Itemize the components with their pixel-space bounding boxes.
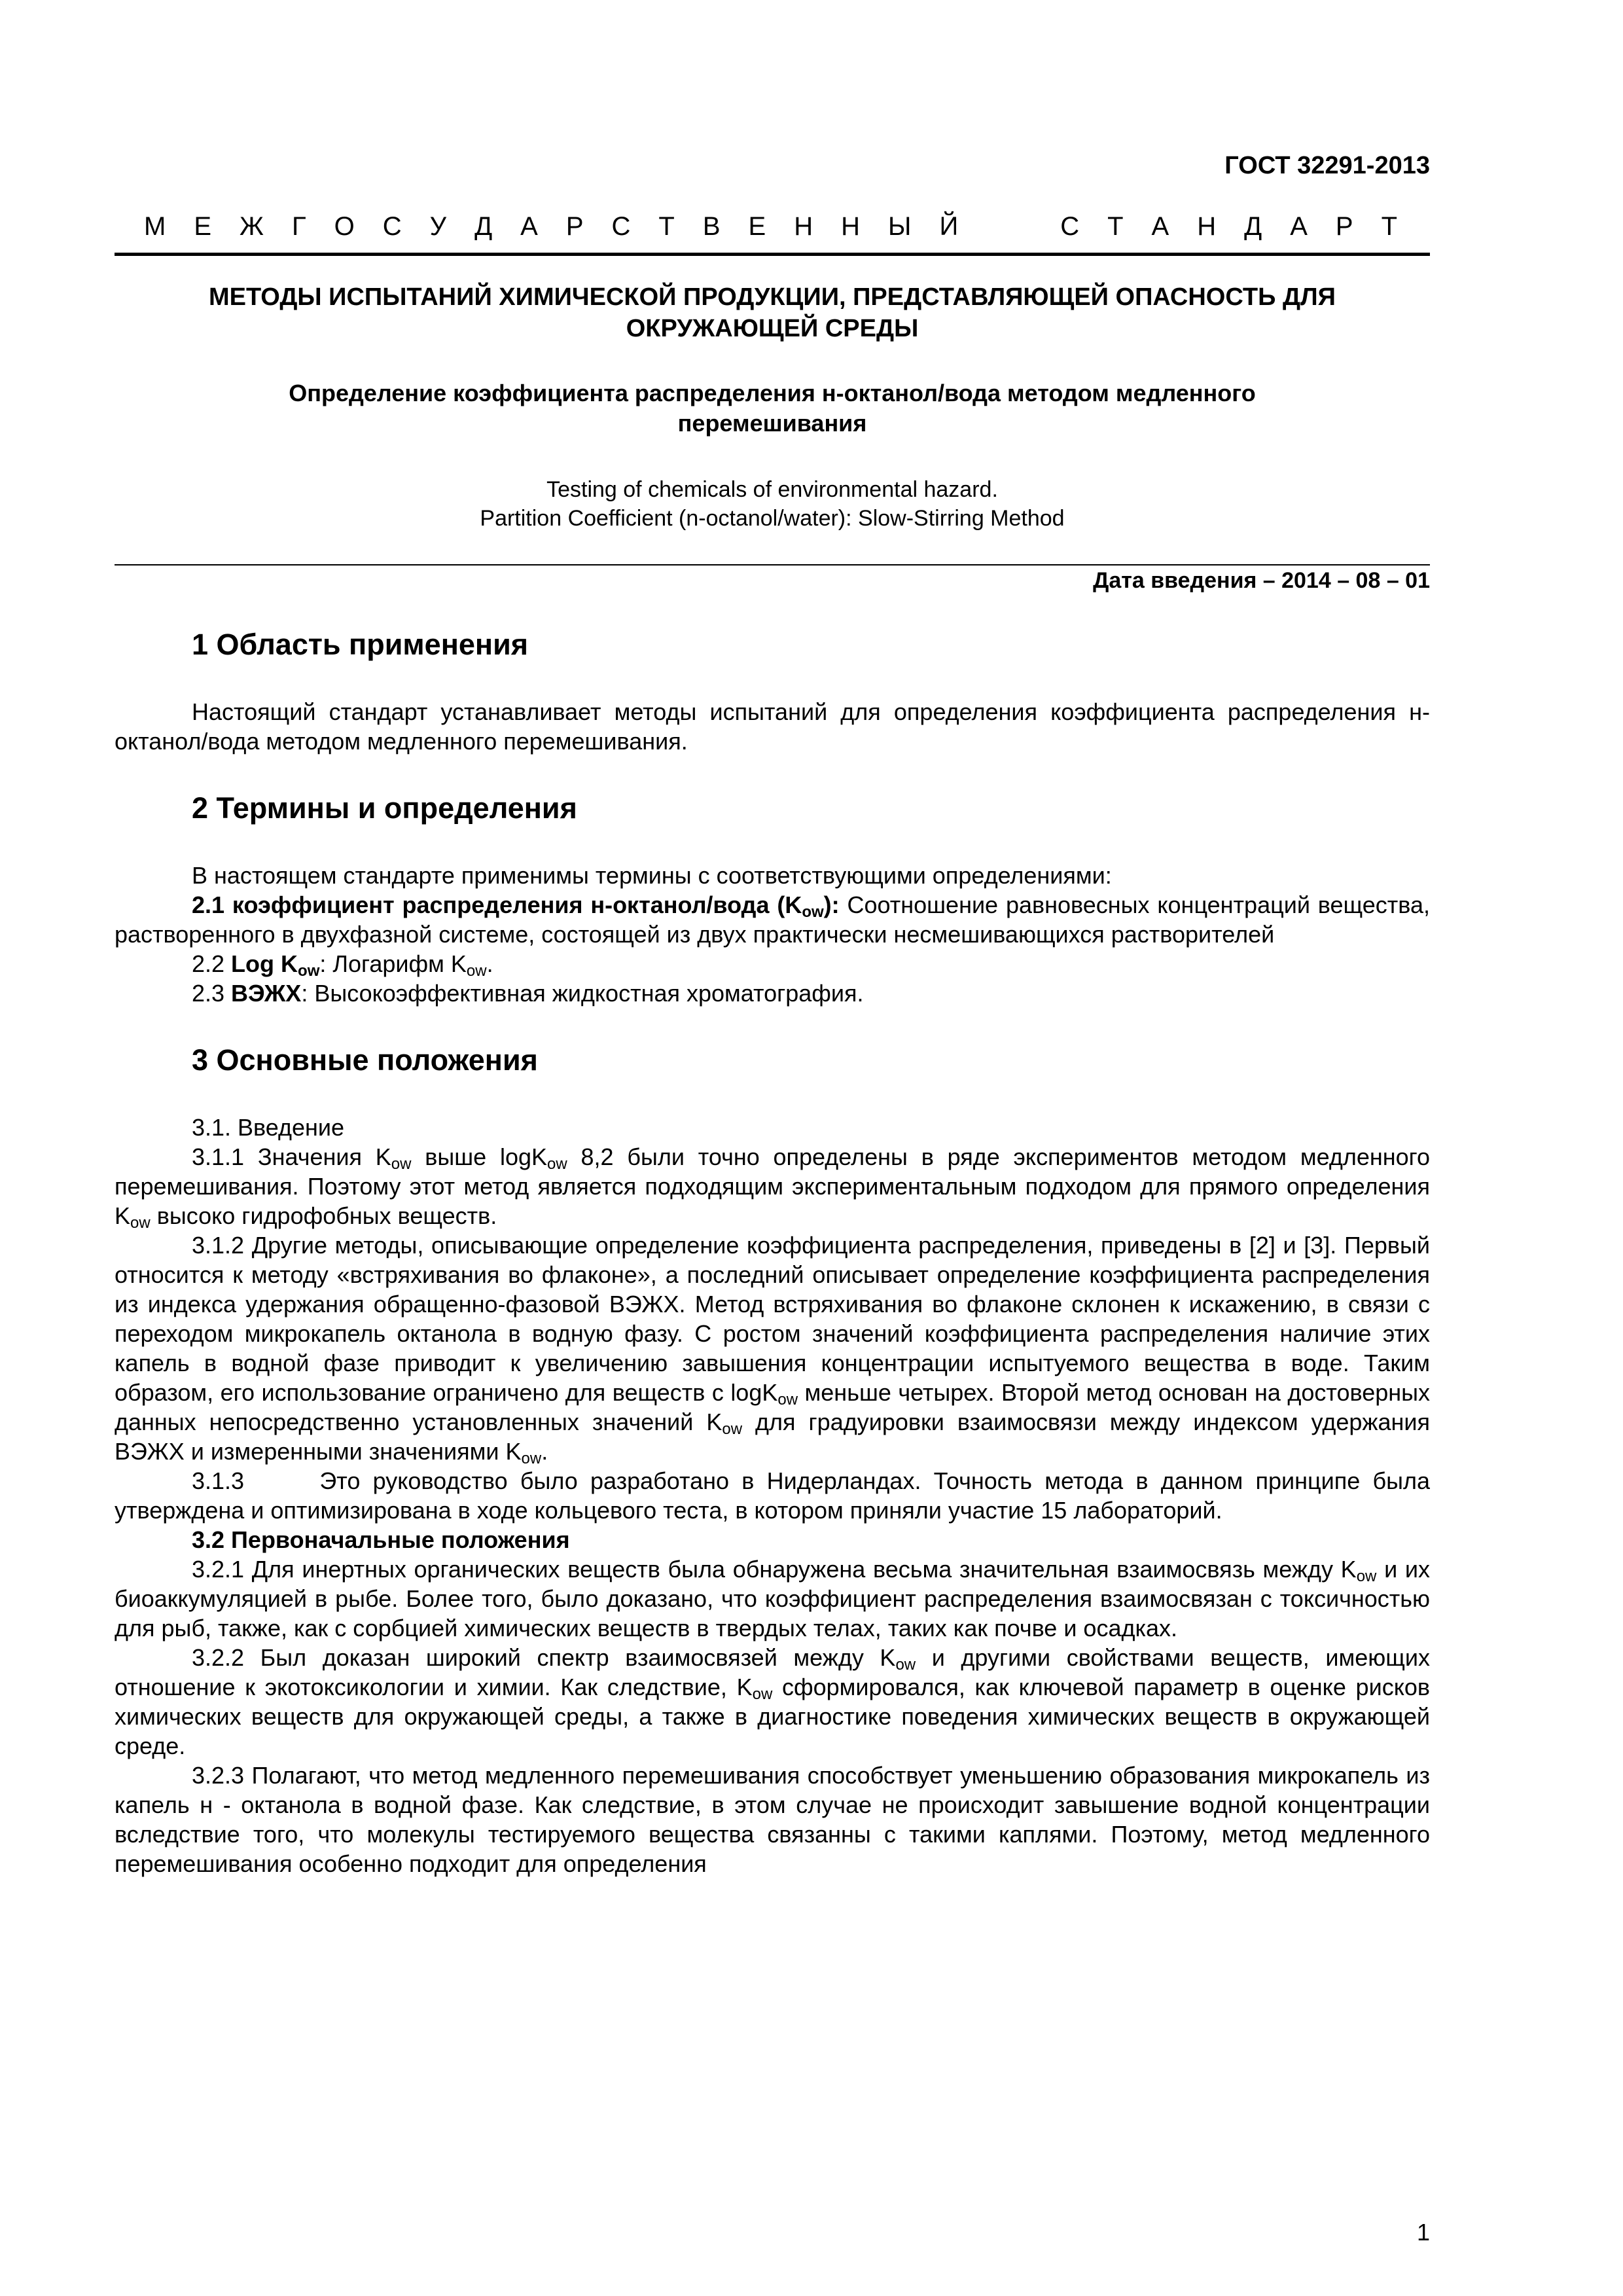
paragraph-3-2-2: 3.2.2 Был доказан широкий спектр взаимосвязей между $K_{ow}$ и другими свойствами веществ, имеющих отношение к экотоксикологии и химии. Как следствие, $K_{ow}$ сформировался, как ключевой параметр в оценке рисков химических веществ для окружающей среды, а также в диагностике поведения химических веществ в окружающей среде. bbox=[115, 1644, 1430, 1759]
title-line-2: ОКРУЖАЮЩЕЙ СРЕДЫ bbox=[626, 315, 919, 342]
subtitle-line-1: Определение коэффициента распределения н-октанол/вода методом медленного bbox=[289, 380, 1256, 406]
banner-letter-2-0: С bbox=[1060, 212, 1080, 241]
section-2-heading: 2 Термины и определения bbox=[192, 791, 577, 825]
banner-letter-1-17: Й bbox=[939, 212, 959, 241]
paragraph-3-1-2: 3.1.2 Другие методы, описывающие определение коэффициента распределения, приведены в [2] и [3]. Первый относится к методу «встряхивания во флаконе», а последний описывает определение коэффициента распределения из индекса удержания обращенно-фазовой ВЭЖХ. Метод встряхивания во флаконе склонен к искажению, в связи с переходом микрокапель октанола в водную фазу. С ростом значений коэффициента распределения наличие этих капель в водной фазе приводит к увеличению завышения концентрации испытуемого вещества в воде. Таким образом, его использование ограничено для веществ с logK$_{ow}$ меньше четырех. Второй метод основан на достоверных данных непосредственно установленных значений $K_{ow}$ для градуировки взаимосвязи между индексом удержания ВЭЖХ и измеренными значениями $K_{ow}$. bbox=[115, 1232, 1430, 1467]
document-title bbox=[115, 281, 1430, 344]
english-title bbox=[115, 475, 1430, 533]
subtitle-line-2: перемешивания bbox=[677, 410, 867, 437]
paragraph-3-1-1: 3.1.1 Значения $K_{ow}$ выше logK$_{ow}$ 8,2 были точно определены в ряде экспериментов методом медленного перемешивания. Поэтому этот метод является подходящим экспериментальным подходом для прямого определения $K_{ow}$ высоко гидрофобных веществ. bbox=[115, 1143, 1431, 1232]
banner-letter-1-6: У bbox=[429, 212, 447, 241]
banner-letter-2-2: А bbox=[1151, 212, 1169, 241]
banner-letter-2-3: Н bbox=[1197, 212, 1217, 241]
banner-letter-2-5: А bbox=[1290, 212, 1308, 241]
header-divider bbox=[115, 564, 1430, 565]
banner-letter-1-2: Ж bbox=[240, 212, 264, 241]
section-1-text: Настоящий стандарт устанавливает методы испытаний для определения коэффициента распределения н-октанол/вода методом медленного перемешивания. bbox=[115, 698, 1430, 755]
banner-letter-1-8: А bbox=[520, 212, 538, 241]
paragraph-3-2-3: 3.2.3 Полагают, что метод медленного перемешивания способствует уменьшению образования микрокапель из капель н - октанола в водной фазе. Как следствие, в этом случае не происходит завышение водной концентрации вследствие того, что молекулы тестируемого вещества связанны с такими каплями. Поэтому, метод медленного перемешивания особенно подходит для определения bbox=[115, 1762, 1430, 1877]
term-2-2-label: Log $K_{ow}$ bbox=[231, 950, 320, 980]
standard-number: ГОСТ 32291-2013 bbox=[1224, 152, 1430, 179]
term-2-1-label: 2.1 коэффициент распределения н-октанол/вода $(K_{ow})$: bbox=[192, 891, 840, 921]
section-2-intro: В настоящем стандарте применимы термины с соответствующими определениями: bbox=[192, 862, 1112, 889]
interstate-standard-banner bbox=[115, 212, 1430, 256]
section-1-heading: 1 Область применения bbox=[192, 628, 529, 661]
term-2-1-definition: Соотношение равновесных концентраций вещества, растворенного в двухфазной системе, состоящей из двух практически несмешивающихся растворителей bbox=[115, 891, 1431, 948]
english-line-2: Partition Coefficient (n-octanol/water): Slow-Stirring Method bbox=[480, 506, 1065, 531]
title-line-1: МЕТОДЫ ИСПЫТАНИЙ ХИМИЧЕСКОЙ ПРОДУКЦИИ, ПРЕДСТАВЛЯЮЩЕЙ ОПАСНОСТЬ ДЛЯ bbox=[209, 283, 1336, 311]
banner-letter-1-12: В bbox=[702, 212, 721, 241]
banner-letter-1-11: Т bbox=[658, 212, 675, 241]
term-2-1 bbox=[115, 890, 1430, 949]
section-3-2-heading: 3.2 Первоначальные положения bbox=[192, 1526, 570, 1553]
banner-letter-1-1: Е bbox=[194, 212, 212, 241]
paragraph-3-1: 3.1. Введение bbox=[192, 1114, 345, 1141]
banner-letter-1-5: С bbox=[382, 212, 402, 241]
banner-letter-1-13: Е bbox=[748, 212, 766, 241]
document-body bbox=[115, 625, 1437, 1878]
term-2-3-label: ВЭЖХ bbox=[231, 980, 302, 1007]
banner-letter-1-16: Ы bbox=[888, 212, 912, 241]
introduction-date: Дата введения – 2014 – 08 – 01 bbox=[1093, 568, 1430, 593]
banner-letter-1-0: М bbox=[144, 212, 166, 241]
banner-letter-1-9: Р bbox=[565, 212, 584, 241]
banner-letter-2-7: Т bbox=[1381, 212, 1397, 241]
banner-letter-2-4: Д bbox=[1244, 212, 1262, 241]
english-line-1: Testing of chemicals of environmental hazard. bbox=[546, 477, 998, 502]
term-2-3: 2.3 ВЭЖХ: Высокоэффективная жидкостная хроматография. bbox=[192, 980, 864, 1007]
banner-letter-1-10: С bbox=[611, 212, 631, 241]
banner-letter-1-15: Н bbox=[841, 212, 861, 241]
banner-letter-1-4: О bbox=[334, 212, 355, 241]
banner-letter-1-3: Г bbox=[291, 212, 306, 241]
document-subtitle bbox=[115, 378, 1430, 439]
banner-letter-1-7: Д bbox=[474, 212, 493, 241]
banner-letter-2-1: Т bbox=[1107, 212, 1124, 241]
paragraph-3-2-1: 3.2.1 Для инертных органических веществ была обнаружена весьма значительная взаимосвязь между $K_{ow}$ и их биоаккумуляцией в рыбе. Более того, было доказано, что коэффициент распределения взаимосвязан с токсичностью для рыб, также, как с сорбцией химических веществ в твердых телах, таких как почве и осадках. bbox=[115, 1556, 1430, 1641]
paragraph-3-1-3: 3.1.3 Это руководство было разработано в Нидерландах. Точность метода в данном принципе была утверждена и оптимизирована в ходе кольцевого теста, в котором приняли участие 15 лабораторий. bbox=[115, 1467, 1437, 1524]
banner-letter-1-14: Н bbox=[794, 212, 813, 241]
page-number: 1 bbox=[1416, 2219, 1430, 2246]
section-3-heading: 3 Основные положения bbox=[192, 1043, 538, 1077]
banner-letter-2-6: Р bbox=[1335, 212, 1353, 241]
term-2-2: 2.2 Log $K_{ow}$: Логарифм $K_{ow}$. bbox=[192, 950, 493, 980]
